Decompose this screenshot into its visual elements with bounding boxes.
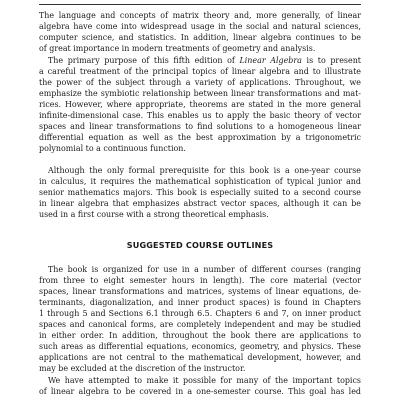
text-line: spaces and canonical forms, are completely independent and may be studied (39, 320, 361, 330)
paragraph-organization (39, 264, 361, 374)
section-heading: SUGGESTED COURSE OUTLINES (126, 240, 274, 250)
text-line: the power of the subject through a variety of applications. Throughout, we (39, 77, 361, 87)
top-rule (39, 4, 361, 5)
text-line: applications are not central to the mathematical development, however, and (39, 353, 361, 363)
text-line: rices. However, where appropriate, theorems are stated in the more general (39, 99, 361, 109)
text-line: polynomial to a continuous function. (39, 143, 186, 153)
text-line: in linear algebra that emphasizes abstract vector spaces, although it can be (39, 199, 361, 209)
text-line: senior mathematics majors. This book is especially suited to a second course (39, 188, 361, 198)
text-line: 1 through 5 and Sections 6.1 through 6.5. Chapters 6 and 7, on inner product (39, 309, 361, 319)
text-line: The language and concepts of matrix theory and, more generally, of linear (39, 11, 361, 20)
paragraph-intro (39, 10, 361, 54)
book-title: Linear Algebra (239, 55, 302, 65)
text-line: Although the only formal prerequisite for this book is a one-year course (48, 166, 361, 175)
text-line: may be excluded at the discretion of the instructor. (39, 364, 246, 374)
text-line: algebra have come into widespread usage in the social and natural sciences, (39, 22, 361, 32)
text-line: in either order. In addition, throughout the book there are applications to (39, 331, 361, 341)
text-line: computer science, and statistics. In addition, linear algebra continues to be (39, 33, 361, 43)
text-line: We have attempted to make it possible for many of the important topics (48, 376, 361, 385)
paragraph-prerequisites (39, 165, 361, 220)
paragraph-one-semester (39, 375, 361, 397)
text-line: in calculus, it requires the mathematical sophistication of typical junior and (39, 177, 361, 187)
text-line: such areas as differential equations, economics, geometry, and physics. These (39, 342, 361, 352)
text-line: of linear algebra to be covered in a one-semester course. This goal has led (39, 387, 361, 397)
text-line: from three to eight semester hours in length). The core material (vector (39, 276, 361, 286)
text-line: differential equation as well as the best approximation by a trigonometric (39, 132, 361, 142)
text-line: spaces, linear transformations and matrices, systems of linear equations, de- (39, 287, 361, 297)
paragraph-purpose (39, 55, 361, 154)
text-line: a careful treatment of the principal topics of linear algebra and to illustrate (39, 66, 361, 76)
text-line: The book is organized for use in a number of different courses (ranging (48, 265, 361, 274)
text-line: The primary purpose of this fifth edition of Linear Algebra is to present (48, 55, 361, 65)
text-line: infinite-dimensional case. This enables us to apply the basic theory of vector (39, 110, 361, 120)
text-line: terminants, diagonalization, and inner product spaces) is found in Chapters (39, 298, 361, 308)
text-line: used in a first course with a strong theoretical emphasis. (39, 210, 269, 220)
text-line: of great importance in modern treatments of geometry and analysis. (39, 44, 316, 54)
text-line: emphasize the symbiotic relationship between linear transformations and mat- (39, 88, 361, 98)
text-line: spaces and linear transformations to find solutions to a homogeneous linear (39, 121, 361, 131)
